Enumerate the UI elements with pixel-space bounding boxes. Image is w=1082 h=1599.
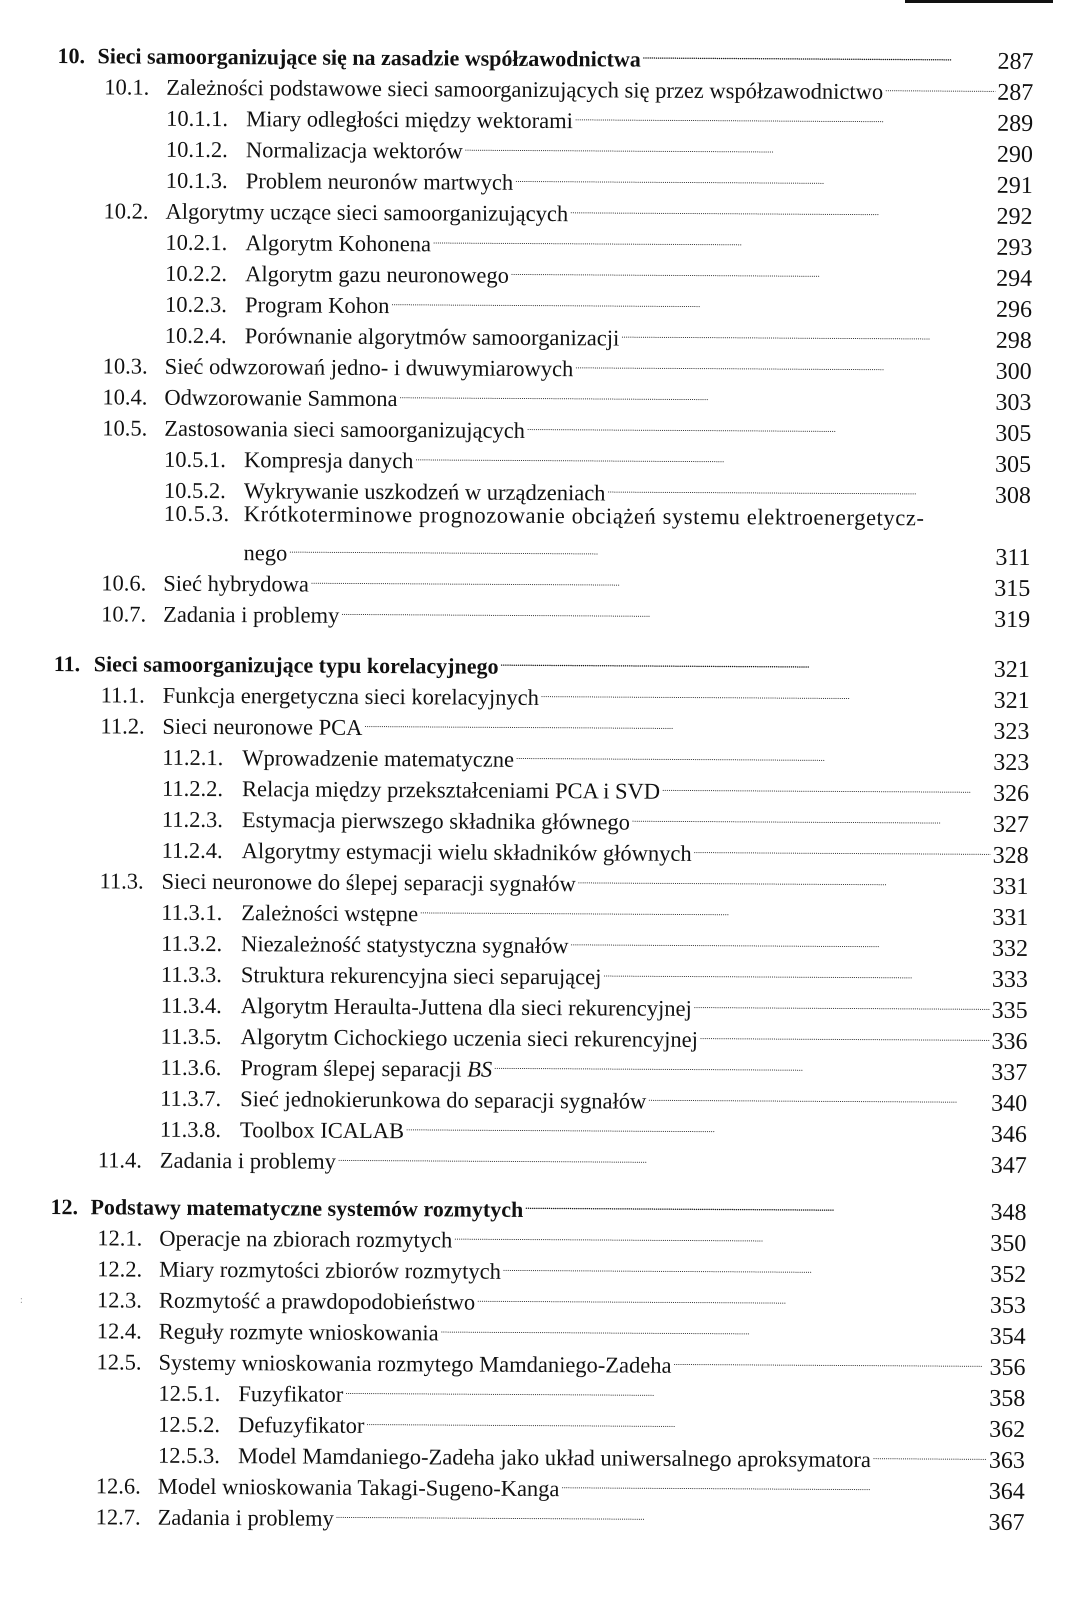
dot-leader [477,1280,988,1313]
dot-leader [575,346,994,379]
entry-number: 11.3. [99,868,144,894]
entry-title: Sieć hybrydowa [163,570,309,597]
entry-title: Reguły rozmyte wnioskowania [158,1318,439,1346]
entry-title: Sieci samoorganizujące się na zasadzie współzawodnictwa [97,43,641,72]
entry-number: 10.5.1. [163,446,227,473]
dot-leader [406,1108,989,1142]
dot-leader [500,644,991,677]
entry-title: Systemy wnioskowania rozmytego Mamdaniego-Zadeha [158,1349,672,1378]
entry-number: 10.2.1. [165,229,228,256]
entry-number: 11.4. [97,1147,143,1173]
entry-number: 10.2. [103,198,149,224]
dot-leader [525,1187,988,1220]
section-row[interactable] [160,1014,1028,1055]
entry-page-number: 321 [993,687,1030,714]
dot-leader [465,129,995,162]
dot-leader [415,438,993,472]
dot-leader [503,1249,988,1282]
entry-title: Algorytm gazu neuronowego [245,261,509,288]
dot-leader [511,253,994,286]
section-row[interactable] [95,1463,1025,1505]
entry-page-number: 353 [989,1292,1026,1319]
section-row[interactable] [165,158,1033,199]
entry-number: 12.3. [96,1287,143,1313]
section-row[interactable] [95,1494,1025,1536]
entry-title: Algorytmy uczące sieci samoorganizujących [165,198,569,227]
entry-title: Estymacja pierwszego składnika głównego [241,807,630,835]
dot-leader [570,923,990,956]
chapter-row[interactable] [53,641,1030,683]
dot-leader [694,986,990,1018]
section-row[interactable] [158,1402,1026,1443]
entry-number: 11.2.4. [161,837,223,864]
entry-title: Algorytm Heraulta-Juttena dla sieci rekurencyjnej [240,993,692,1021]
entry-number: 11.1. [100,682,145,708]
entry-page-number: 289 [997,110,1034,137]
section-row[interactable] [158,1371,1026,1412]
section-row[interactable] [162,735,1030,776]
entry-title: Algorytmy estymacji wielu składników głównych [241,838,692,866]
section-row[interactable] [103,188,1033,230]
entry-page-number: 291 [996,172,1033,199]
entry-number: 12.1. [97,1225,143,1251]
entry-title: Zależności podstawowe sieci samoorganizujących się przez współzawodnictwo [166,74,884,105]
dot-leader [441,1310,988,1343]
section-row[interactable] [161,890,1029,931]
entry-page-number: 328 [992,842,1029,869]
entry-title: Miary rozmytości zbiorów rozmytych [159,1256,501,1284]
dot-leader [364,705,991,739]
entry-number: 10.1. [104,74,150,100]
entry-page-number: 294 [996,265,1033,292]
dot-leader [662,769,991,801]
dot-leader [621,315,994,347]
entry-number: 12.5.1. [158,1380,221,1407]
entry-page-number: 290 [996,141,1034,168]
entry-page-number: 296 [995,296,1033,323]
section-row[interactable] [97,1246,1027,1288]
dot-leader [694,831,991,863]
entry-title: Zastosowania sieci samoorganizujących [164,415,526,443]
entry-number: 11.3.4. [160,992,222,1019]
section-row[interactable] [160,1076,1028,1117]
entry-title: Wprowadzenie matematyczne [242,745,515,772]
dot-leader [607,470,993,502]
entry-page-number: 337 [991,1059,1028,1086]
entry-number: 12.6. [95,1473,141,1499]
entry-page-number: 287 [997,48,1034,76]
section-row[interactable] [165,251,1033,292]
entry-title: nego [243,540,288,566]
entry-title: Sieć odwzorowań jedno- i dwuwymiarowych [164,353,574,382]
entry-title: Odwzorowanie Sammona [164,384,398,412]
entry-page-number: 331 [992,873,1029,900]
entry-page-number: 305 [994,451,1032,478]
entry-title: Sieci neuronowe do ślepej separacji sygnałów [161,868,576,897]
dot-leader [527,408,993,441]
entry-number: 11.3.5. [160,1023,222,1050]
entry-number: 11.2.2. [161,775,224,802]
section-row[interactable] [102,374,1032,416]
entry-title: Program ślepej separacji BS [240,1055,493,1082]
dot-leader [289,530,993,564]
entry-number: 12.2. [97,1256,143,1282]
entry-number: 10.2.4. [164,322,227,349]
entry-title-italic: BS [467,1056,493,1082]
section-row[interactable] [102,343,1032,385]
entry-title: Problem neuronów martwych [245,168,514,195]
entry-number: 10.1.2. [165,136,228,163]
entry-number: 11.2.1. [162,744,224,771]
section-row[interactable] [164,499,1031,534]
entry-page-number: 331 [992,904,1029,931]
chapter-row[interactable] [57,33,1034,76]
dot-leader [643,37,996,69]
section-row[interactable] [160,952,1028,993]
entry-page-number: 332 [992,935,1029,962]
entry-title: Relacja między przekształceniami PCA i SVD [241,776,661,804]
entry-page-number: 323 [993,718,1030,745]
entry-title: Kompresja danych [243,447,414,474]
section-row[interactable] [164,313,1032,354]
entry-number: 11.3.8. [159,1116,222,1143]
entry-title: Toolbox ICALAB [239,1117,405,1144]
dot-leader [433,221,995,254]
dot-leader [570,191,995,224]
section-row[interactable] [166,96,1034,137]
entry-page-number: 358 [989,1385,1026,1412]
section-row[interactable] [164,282,1033,323]
entry-page-number: 292 [996,203,1033,230]
dot-leader [399,376,993,410]
entry-title: Struktura rekurencyjna sieci separującej [240,962,602,990]
dot-leader [648,1079,989,1111]
entry-page-number: 363 [988,1447,1026,1474]
dot-leader [578,861,991,894]
entry-number: 12.4. [96,1318,142,1344]
section-row[interactable] [160,1045,1028,1086]
entry-title: Algorytm Kohonena [245,230,432,257]
section-row[interactable] [97,1137,1027,1179]
dot-leader [561,1466,987,1499]
entry-page-number: 293 [996,234,1033,261]
entry-title: Model wnioskowania Takagi-Sugeno-Kanga [157,1473,560,1502]
entry-number: 12.5. [96,1349,142,1375]
section-row[interactable] [100,703,1030,745]
entry-number: 12. [50,1194,79,1220]
entry-number: 10.7. [101,601,147,627]
dot-leader [311,562,993,596]
entry-page-number: 323 [993,749,1030,776]
section-row[interactable] [101,591,1031,633]
entry-title: Rozmytość a prawdopodobieństwo [158,1287,476,1315]
section-row[interactable] [159,1107,1028,1148]
entry-title: Fuzyfikator [238,1381,344,1407]
entry-page-number: 367 [988,1509,1025,1536]
entry-title: Sieci neuronowe PCA [162,713,363,740]
section-row[interactable] [161,828,1029,869]
entry-number: 11.2. [100,713,145,739]
section-row[interactable] [160,983,1028,1024]
entry-page-number: 336 [991,1028,1028,1055]
entry-page-number: 340 [991,1090,1028,1117]
dot-leader [391,283,994,317]
entry-page-number: 333 [991,966,1028,993]
entry-page-number: 305 [995,420,1032,447]
entry-number: 10.3. [102,353,148,379]
entry-page-number: 308 [994,482,1031,509]
section-row[interactable] [161,766,1030,807]
entry-number: 10.2.3. [164,291,227,318]
entry-title: Porównanie algorytmów samoorganizacji [244,323,620,351]
dot-leader [515,160,995,193]
section-row[interactable] [104,64,1034,107]
section-row[interactable] [165,127,1034,168]
entry-title: Niezależność statystyczna sygnałów [241,931,569,959]
section-row[interactable] [101,560,1031,602]
dot-leader [700,1017,990,1049]
entry-page-number: 352 [990,1261,1027,1288]
entry-number: 11.3.3. [160,961,223,988]
entry-number: 10.6. [101,570,147,596]
section-row[interactable] [165,220,1033,261]
entry-title: Zadania i problemy [163,601,340,628]
entry-title: Krótkoterminowe prognozowanie obciążeń systemu elektroenergetycz- [243,501,925,531]
entry-page-number: 303 [995,389,1032,416]
entry-number: 11.3.1. [161,899,223,926]
section-row[interactable] [157,1433,1026,1474]
dot-leader [885,69,995,100]
section-row[interactable] [163,468,1031,509]
chapter-row[interactable] [50,1184,1027,1226]
entry-title: Miary odległości między wektorami [246,106,574,134]
entry-number: 10.5.2. [163,477,226,504]
entry-page-number: 327 [992,811,1029,838]
entry-title: Operacje na zbiorach rozmytych [159,1225,453,1253]
entry-number: 11.3.6. [160,1054,222,1081]
entry-title: Funkcja energetyczna sieci korelacyjnych [162,682,539,710]
section-row[interactable] [163,437,1032,478]
section-row[interactable] [97,1215,1027,1257]
entry-page-number: 321 [993,656,1030,683]
entry-page-number: 315 [994,575,1031,602]
entry-title: Zależności wstępne [241,900,419,927]
dot-leader [575,98,995,131]
entry-page-number: 335 [991,997,1028,1024]
entry-number: 12.7. [95,1504,141,1530]
dot-leader [420,891,990,924]
entry-page-number: 348 [990,1199,1027,1226]
entry-page-number: 346 [990,1121,1028,1148]
entry-page-number: 311 [995,544,1031,571]
dot-leader [366,1403,987,1437]
entry-page-number: 319 [994,606,1031,633]
section-row[interactable] [96,1277,1026,1319]
entry-number: 11.2.3. [161,806,223,833]
entry-number: 11. [53,651,81,677]
entry-title: Zadania i problemy [159,1147,337,1174]
entry-number: 12.5.2. [158,1411,221,1438]
entry-title: Wykrywanie uszkodzeń w urządzeniach [243,478,606,506]
entry-number: 11.3.7. [160,1085,222,1112]
section-row[interactable] [99,858,1029,900]
entry-number: 10.5. [102,415,148,441]
entry-number: 10.2.2. [165,260,228,287]
dot-leader [632,800,991,832]
entry-title: Algorytm Cichockiego uczenia sieci rekurencyjnej [240,1024,698,1052]
entry-title: Model Mamdaniego-Zadeha jako układ uniwersalnego aproksymatora [237,1443,871,1473]
entry-title: Podstawy matematyczne systemów rozmytych [90,1194,524,1222]
dot-leader [873,1437,987,1468]
entry-number: 10.4. [102,384,148,410]
entry-number: 10.1.1. [166,105,229,132]
entry-page-number: 300 [995,358,1032,385]
entry-title: Zadania i problemy [157,1504,334,1531]
entry-title: Sieć jednokierunkowa do separacji sygnałów [240,1086,647,1114]
dot-leader [516,737,991,770]
dot-leader [674,1343,988,1375]
entry-page-number: 287 [997,79,1034,107]
entry-page-number: 347 [990,1152,1027,1179]
entry-title: Program Kohon [244,292,390,319]
entry-title: Defuzyfikator [238,1412,365,1438]
section-row[interactable] [161,921,1029,962]
entry-page-number: 354 [989,1323,1026,1350]
scan-artifact: : [20,1295,23,1306]
dot-leader [541,675,992,708]
entry-page-number: 364 [988,1478,1025,1505]
section-row[interactable] [96,1339,1026,1381]
entry-number: 12.5.3. [157,1442,220,1469]
entry-number: 10. [57,43,86,69]
section-row-continuation[interactable] [243,530,1031,571]
dot-leader [338,1139,989,1173]
section-row[interactable] [161,797,1029,838]
entry-number: 10.5.3. [163,500,230,527]
entry-page-number: 350 [990,1230,1027,1257]
section-row[interactable] [100,672,1030,714]
dot-leader [494,1047,989,1080]
entry-page-number: 298 [995,327,1032,354]
section-row[interactable] [102,405,1032,447]
entry-page-number: 326 [992,780,1030,807]
entry-number: 10.1.3. [165,167,228,194]
entry-page-number: 356 [989,1354,1026,1381]
dot-leader [345,1372,987,1406]
dot-leader [603,954,990,986]
dot-leader [341,593,992,627]
section-row[interactable] [96,1308,1026,1350]
dot-leader [454,1217,988,1250]
entry-title: Normalizacja wektorów [245,137,463,164]
entry-title: Sieci samoorganizujące typu korelacyjnego [93,651,499,679]
dot-leader [336,1496,987,1530]
entry-number: 11.3.2. [161,930,223,957]
entry-page-number: 362 [989,1416,1026,1443]
